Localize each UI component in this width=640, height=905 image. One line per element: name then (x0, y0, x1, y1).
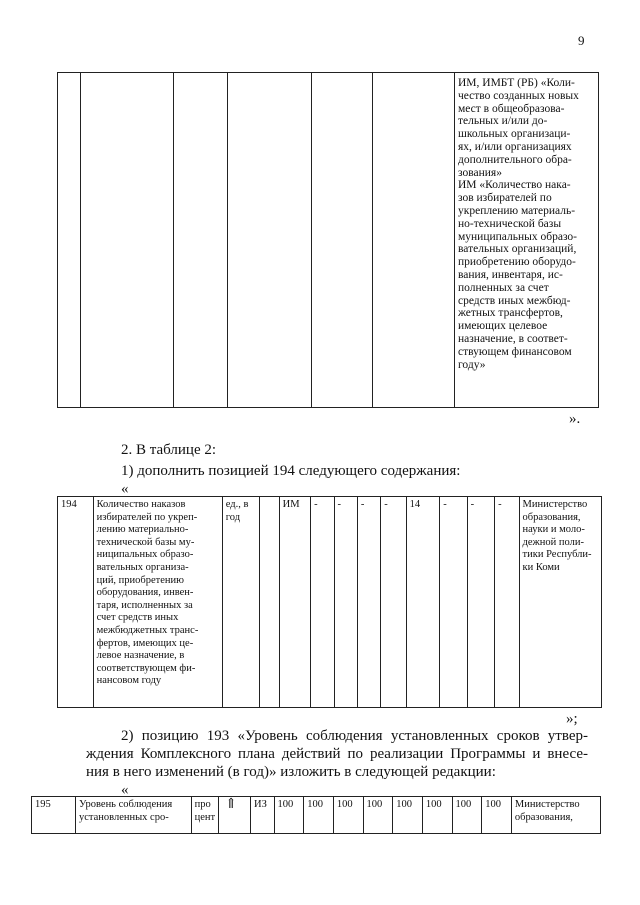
t1-text-line: полненных за счет (458, 281, 549, 294)
t2-name-line: таря, исполненных за (96, 599, 193, 611)
t2-unit (223, 497, 260, 524)
t2-name-line: соответствующем фи- (96, 662, 196, 674)
t1-text-line: жетных трансфертов, (458, 307, 563, 320)
t3-unit-cell (191, 797, 219, 834)
up-arrow-icon: ⇑ (225, 797, 237, 812)
t3-value: 100 (485, 799, 501, 810)
t1-text-line: имеющих целевое (458, 320, 548, 333)
open-quote-2: « (121, 782, 129, 798)
t3-name-line: установленных сро- (79, 811, 169, 823)
t2-value: - (337, 499, 342, 510)
t1-text-line: мест в общеобразова- (458, 102, 565, 115)
t3-val-cell (274, 797, 304, 834)
t3-value: 100 (307, 799, 323, 810)
t3-source: ИЗ (253, 799, 267, 810)
t2-source: ИМ (282, 499, 300, 510)
t1-col-6 (373, 73, 455, 408)
t2-responsible (520, 497, 601, 575)
t2-responsible-line: Министерство (522, 499, 588, 510)
t3-responsible-cell (511, 797, 600, 834)
t3-source-cell (250, 797, 274, 834)
t2-name-cell (93, 497, 222, 708)
t2-val-cell (334, 497, 357, 708)
t1-text-line: ИМ, ИМБТ (РБ) «Коли- (458, 77, 575, 89)
t2-name-line: технической базы му- (96, 536, 195, 548)
item-2-line: 2) позицию 193 «Уровень соблюдения установленных сроков утвер- (121, 728, 588, 744)
t2-name-line: оборудования, инвен- (96, 587, 194, 599)
t2-name-line: лению материально- (96, 524, 189, 536)
t3-val-cell (333, 797, 363, 834)
t2-name-line: межбюджетных транс- (96, 624, 199, 636)
t1-text-line: школьных организаци- (458, 128, 571, 141)
t2-value: - (384, 499, 388, 510)
t2-val-cell (406, 497, 440, 708)
t1-text-line: зов избирателей по (458, 192, 552, 205)
t1-text-line: укреплению материаль- (458, 204, 576, 217)
t3-unit (192, 797, 219, 824)
t1-text-line: ИМ «Количество нака- (458, 179, 571, 192)
t2-value: - (443, 499, 447, 510)
t2-val-cell (381, 497, 406, 708)
t3-name-cell (76, 797, 192, 834)
t1-col-4 (228, 73, 312, 408)
t2-value: 14 (409, 499, 421, 510)
t2-name-line: вательных организа- (96, 561, 189, 573)
t3-value: 100 (425, 799, 442, 810)
t3-responsible-line: образования, (514, 811, 573, 823)
t3-unit-line: цент (194, 811, 216, 823)
t2-val-cell (495, 497, 519, 708)
t1-text-cell (455, 73, 599, 408)
t2-responsible-line: тики Республи- (522, 549, 592, 561)
t3-value: 100 (366, 799, 383, 810)
t2-unit-cell (222, 497, 260, 708)
item-1-text: 1) дополнить позицией 194 следующего содержания: (121, 463, 461, 479)
t2-val-cell (311, 497, 334, 708)
t2-name-line: фертов, имеющих це- (96, 637, 194, 649)
t3-value: 100 (396, 799, 412, 810)
t3-value: 100 (336, 799, 353, 810)
t1-text-line: но-технической базы (458, 217, 562, 230)
t1-text-line: году» (458, 358, 486, 371)
t1-closing-quote: ». (569, 411, 581, 427)
t2-name-line: левое назначение, в (96, 650, 185, 662)
t2-value: - (498, 499, 502, 510)
t2-empty-cell (260, 497, 279, 708)
t1-col-3 (174, 73, 228, 408)
t1-text-line: вательных организаций, (458, 243, 577, 256)
t3-val-cell (482, 797, 512, 834)
t3-val-cell (304, 797, 334, 834)
t1-text-line: чество созданных новых (458, 89, 579, 102)
t1-text-line: ствующем финансовом (458, 345, 572, 358)
t2-value: - (360, 499, 365, 510)
t2-name-line: избирателей по укреп- (96, 511, 198, 523)
t2-val-cell (357, 497, 380, 708)
t2-name-line: ций, приобретению (96, 574, 185, 586)
t2-num-cell (58, 497, 94, 708)
item-2-line: ждения Комплексного плана действий по реализации Программы и внесе- (86, 746, 588, 762)
t2-responsible-line: образования, (522, 511, 581, 523)
t1-col-1 (58, 73, 81, 408)
t3-arrow-cell (219, 797, 251, 834)
t1-text-line: ях, и/или организациях (458, 140, 572, 153)
t1-col-5 (312, 73, 373, 408)
t2-name-line: счет средств иных (96, 612, 179, 624)
t1-text-line: муниципальных образо- (458, 230, 578, 243)
t1-text-line: назначение, в соответ- (458, 332, 568, 345)
t2-closing-quote: »; (566, 711, 578, 727)
t2-val-cell (440, 497, 467, 708)
t2-unit-line: год (225, 511, 241, 523)
t3-responsible-line: Министерство (514, 799, 580, 810)
t3-value: 100 (455, 799, 472, 810)
table-position-195 (31, 796, 601, 834)
table-continuation (57, 72, 599, 408)
item-2-paragraph (86, 727, 588, 781)
t3-num: 195 (35, 799, 51, 810)
t1-text-line: дополнительного обра- (458, 153, 572, 166)
page-number: 9 (578, 33, 585, 48)
t2-responsible-line: науки и моло- (522, 524, 585, 536)
t2-unit-line: ед., в (225, 499, 249, 510)
t3-val-cell (393, 797, 423, 834)
t3-value: 100 (277, 799, 294, 810)
t1-cell-text (455, 73, 598, 371)
t1-text-line: вания, инвентаря, ис- (458, 268, 563, 281)
t3-responsible (512, 797, 600, 824)
open-quote-1: « (121, 481, 129, 497)
t2-source-cell (279, 497, 311, 708)
t1-text-line: средств иных межбюд- (458, 294, 571, 307)
t2-responsible-line: дежной поли- (522, 536, 584, 548)
t2-name-line: Количество наказов (96, 499, 186, 510)
t1-text-line: тельных и/или до- (458, 115, 548, 128)
t2-responsible-cell (519, 497, 601, 708)
t1-text-line: зования» (458, 166, 502, 179)
t2-value: - (470, 499, 475, 510)
t2-name (94, 497, 222, 688)
t3-unit-line: про (194, 799, 211, 810)
t2-num: 194 (61, 499, 77, 510)
t3-num-cell (32, 797, 76, 834)
t2-name-line: нансовом году (96, 675, 162, 687)
t1-col-2 (81, 73, 174, 408)
t2-value: - (314, 499, 318, 510)
table-position-194 (57, 496, 602, 708)
t1-text-line: приобретению оборудо- (458, 256, 576, 269)
section-heading: 2. В таблице 2: (121, 442, 217, 458)
item-2-line: ния в него изменений (в год)» изложить в следующей редакции: (86, 764, 496, 780)
t2-responsible-line: ки Коми (522, 561, 560, 573)
t3-val-cell (452, 797, 482, 834)
t3-name-line: Уровень соблюдения (79, 799, 173, 810)
t2-name-line: ниципальных образо- (96, 549, 194, 561)
t3-name (76, 797, 191, 824)
t3-val-cell (363, 797, 393, 834)
t2-val-cell (467, 497, 494, 708)
t3-val-cell (422, 797, 452, 834)
